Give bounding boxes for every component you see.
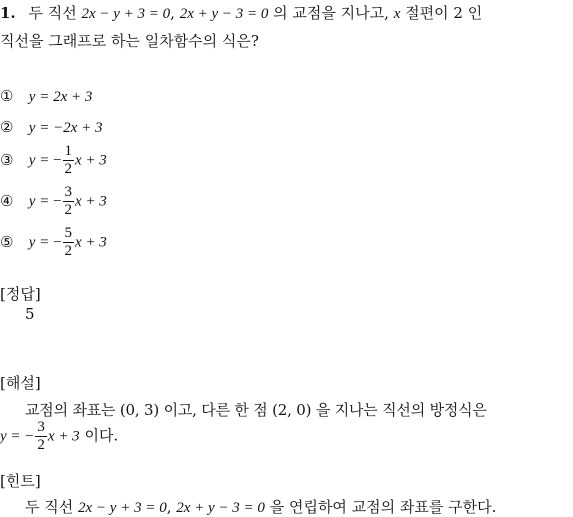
explanation-fraction <box>35 419 47 454</box>
question-text-prefix: 두 직선 <box>28 4 82 22</box>
choice-sign: − <box>53 234 62 251</box>
choice-5 <box>0 225 107 260</box>
choice-1 <box>0 87 92 106</box>
choice-expression: x + 3 <box>75 193 107 210</box>
question-line-2 <box>0 30 259 51</box>
choice-expression: x + 3 <box>75 152 107 169</box>
choice-3 <box>0 143 107 178</box>
hint-separator: , <box>166 498 177 516</box>
fraction-numerator: 1 <box>64 143 73 159</box>
choice-marker: ③ <box>0 150 14 169</box>
answer-label: [정답] <box>0 285 41 303</box>
x-variable: x <box>393 6 401 22</box>
equation-1: 2x − y + 3 = 0 <box>81 6 171 22</box>
question-text-line2: 직선을 그래프로 하는 일차함수의 식은? <box>0 32 259 50</box>
choice-2 <box>0 118 102 137</box>
explanation-line-1: 교점의 좌표는 (0, 3) 이고, 다른 한 점 (2, 0) 을 지나는 직선의 방정식은 <box>25 401 487 419</box>
fraction-numerator: 5 <box>64 225 73 241</box>
fraction-denominator: 2 <box>64 161 73 177</box>
fraction-numerator: 3 <box>64 184 73 200</box>
equation-2: 2x + y − 3 = 0 <box>179 6 269 22</box>
choice-4 <box>0 184 107 219</box>
question-text-suffix: 절편이 2 인 <box>405 4 483 22</box>
choice-lhs: y = <box>28 152 54 169</box>
hint-label: [힌트] <box>0 472 41 490</box>
hint-suffix: 을 연립하여 교점의 좌표를 구한다. <box>264 498 497 516</box>
hint-line <box>25 496 496 517</box>
question-text-mid: 의 교점을 지나고, <box>273 4 394 22</box>
choice-fraction <box>63 225 75 260</box>
explanation-line-2 <box>0 419 118 454</box>
choice-marker: ① <box>0 87 14 105</box>
fraction-denominator: 2 <box>64 243 73 259</box>
choice-lhs: y = <box>28 89 54 105</box>
choice-expression: −2x + 3 <box>53 120 103 136</box>
choice-fraction <box>63 143 75 178</box>
choice-sign: − <box>53 193 62 210</box>
answer-value: 5 <box>25 305 35 323</box>
fraction-numerator: 3 <box>37 419 45 435</box>
hint-prefix: 두 직선 <box>25 498 79 516</box>
question-line-1 <box>0 2 482 23</box>
equation-separator: , <box>170 4 180 22</box>
choice-sign: − <box>53 152 62 169</box>
explanation-lhs: y = − <box>0 428 35 445</box>
choice-expression: 2x + 3 <box>53 89 93 105</box>
choice-lhs: y = <box>28 193 54 210</box>
choice-fraction <box>63 184 75 219</box>
choice-marker: ④ <box>0 191 14 210</box>
choice-lhs: y = <box>28 234 54 251</box>
explanation-tail: 이다. <box>79 426 119 445</box>
question-number: 1. <box>0 4 16 22</box>
hint-equation-1: 2x − y + 3 = 0 <box>78 500 167 516</box>
choice-marker: ② <box>0 118 14 136</box>
choice-marker: ⑤ <box>0 232 14 251</box>
fraction-denominator: 2 <box>37 437 45 453</box>
explanation-expression: x + 3 <box>47 428 80 445</box>
fraction-denominator: 2 <box>64 202 73 218</box>
hint-equation-2: 2x + y − 3 = 0 <box>176 500 265 516</box>
explanation-label: [해설] <box>0 374 41 392</box>
choice-expression: x + 3 <box>75 234 107 251</box>
choice-lhs: y = <box>28 120 54 136</box>
